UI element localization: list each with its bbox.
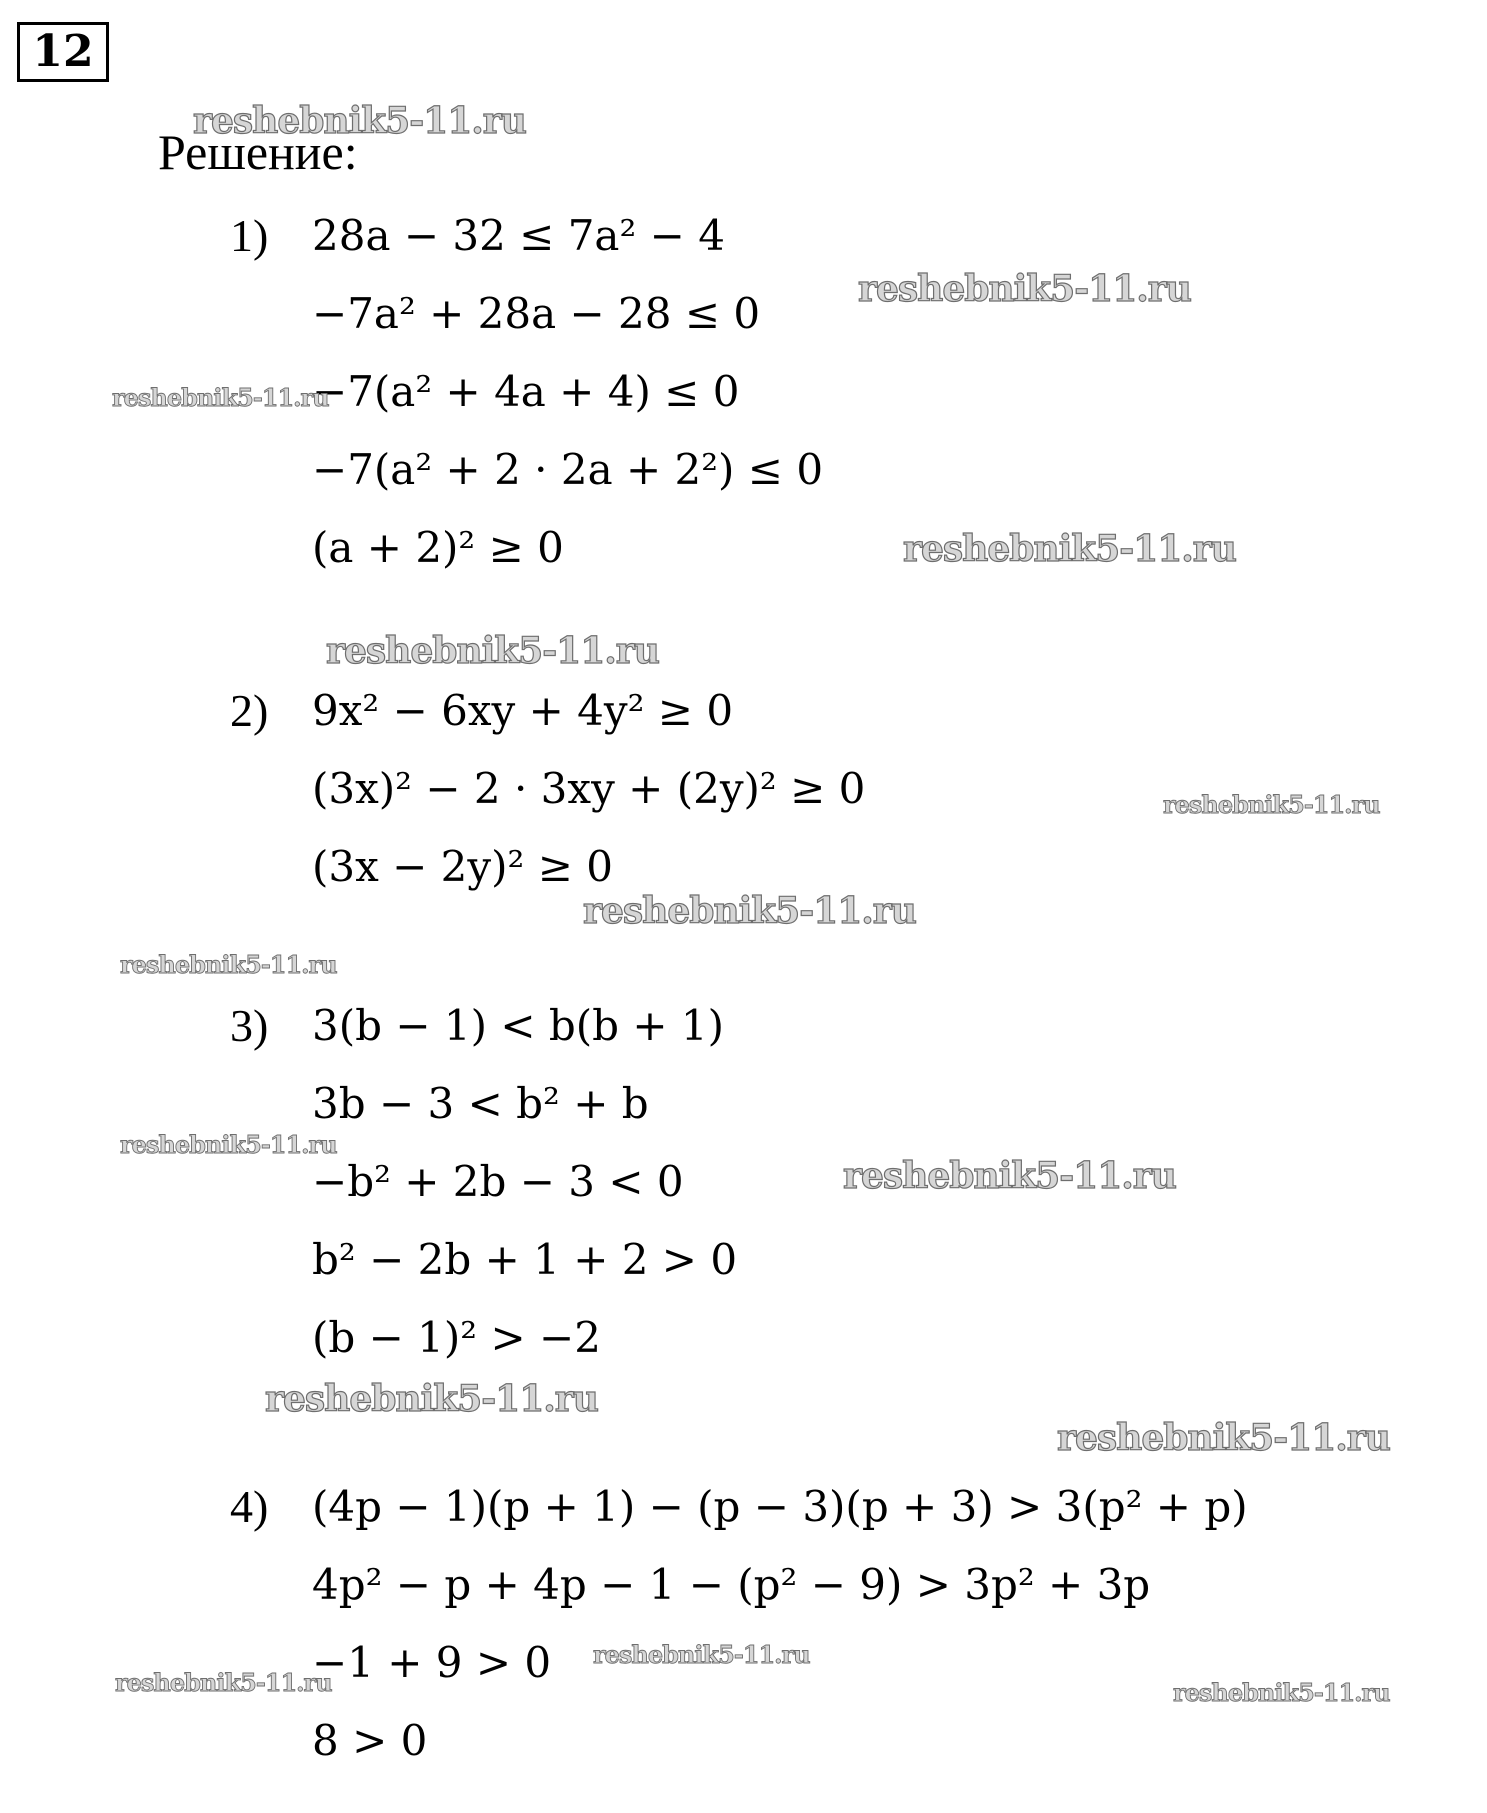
watermark: reshebnik5-11.ru — [858, 268, 1191, 310]
step-3-line-5: (b − 1)² > −2 — [312, 1313, 601, 1362]
step-2-line-1: 9x² − 6xy + 4y² ≥ 0 — [312, 686, 734, 735]
step-2-line-3: (3x − 2y)² ≥ 0 — [312, 842, 613, 891]
watermark: reshebnik5-11.ru — [112, 383, 329, 412]
step-4-line-3: −1 + 9 > 0 — [312, 1638, 552, 1687]
watermark: reshebnik5-11.ru — [843, 1155, 1176, 1197]
step-3-line-3: −b² + 2b − 3 < 0 — [312, 1157, 684, 1206]
watermark: reshebnik5-11.ru — [583, 890, 916, 932]
step-2-line-2: (3x)² − 2 · 3xy + (2y)² ≥ 0 — [312, 764, 866, 813]
watermark: reshebnik5-11.ru — [120, 950, 337, 979]
step-1-line-5: (a + 2)² ≥ 0 — [312, 523, 564, 572]
watermark: reshebnik5-11.ru — [120, 1130, 337, 1159]
step-3-line-2: 3b − 3 < b² + b — [312, 1079, 649, 1128]
watermark: reshebnik5-11.ru — [1173, 1678, 1390, 1707]
step-1-line-1: 28a − 32 ≤ 7a² − 4 — [312, 211, 725, 260]
watermark: reshebnik5-11.ru — [193, 100, 526, 142]
watermark: reshebnik5-11.ru — [115, 1668, 332, 1697]
step-4-number: 4) — [230, 1481, 269, 1532]
solution-heading: Решение: — [158, 124, 358, 180]
watermark: reshebnik5-11.ru — [1163, 790, 1380, 819]
step-3-number: 3) — [230, 1000, 269, 1051]
watermark: reshebnik5-11.ru — [326, 630, 659, 672]
step-4-line-2: 4p² − p + 4p − 1 − (p² − 9) > 3p² + 3p — [312, 1560, 1151, 1609]
watermark: reshebnik5-11.ru — [1057, 1417, 1390, 1459]
step-4-line-4: 8 > 0 — [312, 1716, 428, 1765]
step-1-line-4: −7(a² + 2 · 2a + 2²) ≤ 0 — [312, 445, 824, 494]
watermark: reshebnik5-11.ru — [265, 1378, 598, 1420]
step-2-number: 2) — [230, 685, 269, 736]
problem-number-box: 12 — [17, 22, 109, 82]
step-1-line-3: −7(a² + 4a + 4) ≤ 0 — [312, 367, 740, 416]
watermark: reshebnik5-11.ru — [903, 528, 1236, 570]
watermark: reshebnik5-11.ru — [593, 1640, 810, 1669]
step-1-line-2: −7a² + 28a − 28 ≤ 0 — [312, 289, 761, 338]
step-4-line-1: (4p − 1)(p + 1) − (p − 3)(p + 3) > 3(p² + p) — [312, 1482, 1248, 1531]
step-3-line-1: 3(b − 1) < b(b + 1) — [312, 1001, 725, 1050]
step-3-line-4: b² − 2b + 1 + 2 > 0 — [312, 1235, 738, 1284]
step-1-number: 1) — [230, 210, 269, 261]
